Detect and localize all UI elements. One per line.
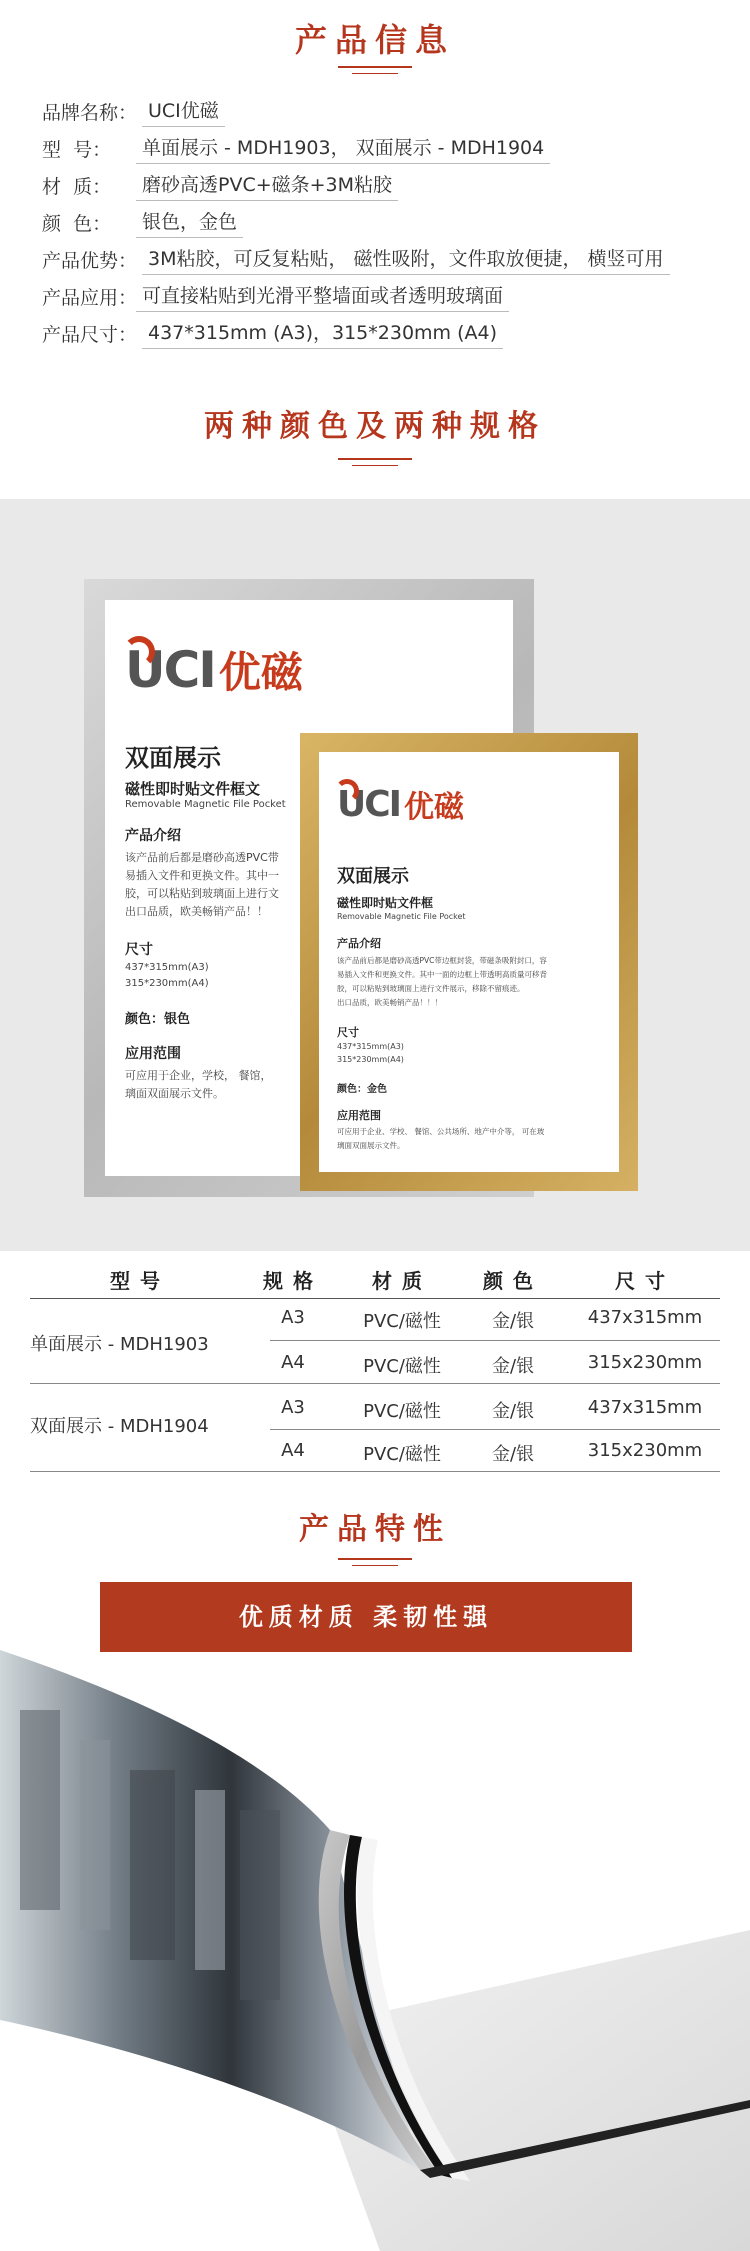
title-underline bbox=[338, 1558, 412, 1560]
info-row-advantage bbox=[42, 241, 722, 278]
sign-intro-line: 出口品质，欧美畅销产品！！！ bbox=[337, 998, 442, 1007]
table-cell-spec: A4 bbox=[281, 1352, 305, 1373]
sign-intro-title: 产品介绍 bbox=[125, 828, 181, 844]
title-underline bbox=[338, 458, 412, 460]
table-cell-color: 金/银 bbox=[491, 1401, 535, 1422]
sign-size-line: 437*315mm(A3) bbox=[337, 1042, 404, 1051]
info-label: 材 质： bbox=[42, 176, 112, 198]
info-row-brand bbox=[42, 93, 722, 130]
sign-subheading-en: Removable Magnetic File Pocket bbox=[125, 799, 286, 810]
table-header-material: 材质 bbox=[372, 1269, 432, 1293]
info-value: 单面展示 - MDH1903， 双面展示 - MDH1904 bbox=[136, 133, 550, 164]
sign-size-line: 315*230mm(A4) bbox=[337, 1055, 404, 1064]
sign-intro-line: 该产品前后都是磨砂高透PVC带边框封袋，带磁条吸附封口，容 bbox=[337, 956, 547, 965]
info-value: 可直接粘贴到光滑平整墙面或者透明玻璃面 bbox=[136, 281, 509, 312]
sign-range-title: 应用范围 bbox=[125, 1046, 181, 1062]
logo-latin: UCI bbox=[337, 783, 401, 825]
title-underline bbox=[338, 66, 412, 68]
rolled-material-photo bbox=[0, 1630, 750, 2251]
sign-intro-line: 该产品前后都是磨砂高透PVC带 bbox=[125, 851, 279, 864]
logo-accent-arc bbox=[123, 636, 155, 668]
sign-subheading: 磁性即时贴文件框 bbox=[337, 896, 434, 910]
table-cell-spec: A3 bbox=[281, 1397, 305, 1418]
sign-intro-line: 出口品质，欧美畅销产品！！ bbox=[125, 905, 268, 918]
gold-frame-sign bbox=[319, 752, 619, 1172]
info-row-application bbox=[42, 278, 722, 315]
sign-intro-line: 胶，可以粘贴到玻璃面上进行文 bbox=[125, 887, 279, 900]
info-value: 磨砂高透PVC+磁条+3M粘胶 bbox=[136, 170, 398, 201]
table-cell-model: 双面展示 - MDH1904 bbox=[30, 1416, 209, 1437]
sign-range-line: 可应用于企业，学校， 餐馆， bbox=[125, 1069, 272, 1082]
section-title-product-info: 产品信息 bbox=[294, 21, 455, 59]
sign-range-title: 应用范围 bbox=[337, 1109, 381, 1122]
logo-cn: 优磁 bbox=[218, 648, 303, 697]
table-divider bbox=[270, 1340, 720, 1341]
feature-banner: 优质材质 柔韧性强 bbox=[100, 1582, 632, 1652]
table-divider bbox=[30, 1383, 720, 1384]
table-cell-color: 金/银 bbox=[491, 1356, 535, 1377]
table-divider bbox=[30, 1298, 720, 1299]
info-row-model bbox=[42, 130, 722, 167]
sign-range-line: 可应用于企业、学校、 餐馆、公共场所、地产中介等， 可在玻 bbox=[337, 1127, 545, 1136]
section-title-features: 产品特性 bbox=[299, 1512, 451, 1547]
logo-latin: UCI bbox=[125, 641, 215, 699]
sign-size-title: 尺寸 bbox=[125, 942, 153, 958]
info-row-color bbox=[42, 204, 722, 241]
info-label: 品牌名称： bbox=[42, 102, 138, 124]
sign-range-line: 璃面双面展示文件。 bbox=[337, 1141, 405, 1150]
info-label: 产品尺寸： bbox=[42, 324, 138, 346]
table-cell-size: 437x315mm bbox=[587, 1307, 703, 1328]
info-row-material bbox=[42, 167, 722, 204]
sign-subheading: 磁性即时贴文件框文 bbox=[125, 780, 261, 798]
logo-cn: 优磁 bbox=[404, 790, 465, 825]
sign-intro-line: 易插入文件和更换文件。其中一面的边框上带透明高质量可移背 bbox=[337, 970, 547, 979]
info-label: 颜 色： bbox=[42, 213, 112, 235]
rolled-sheet-illustration bbox=[0, 1630, 750, 2251]
table-cell-size: 315x230mm bbox=[587, 1352, 703, 1373]
sign-heading: 双面展示 bbox=[337, 866, 409, 887]
table-header-size: 尺寸 bbox=[615, 1269, 675, 1293]
gold-frame bbox=[300, 733, 638, 1191]
title-underline-thin bbox=[352, 73, 398, 74]
table-cell-spec: A3 bbox=[281, 1307, 305, 1328]
table-cell-model: 单面展示 - MDH1903 bbox=[30, 1334, 209, 1355]
sign-color-label: 颜色：金色 bbox=[337, 1084, 387, 1095]
sign-size-title: 尺寸 bbox=[337, 1026, 359, 1039]
info-label: 产品优势： bbox=[42, 250, 138, 272]
table-cell-material: PVC/磁性 bbox=[363, 1444, 441, 1465]
sign-intro-line: 胶，可以粘贴到玻璃面上进行文件展示，移除不留痕迹。 bbox=[337, 984, 525, 993]
table-header-color: 颜色 bbox=[483, 1269, 543, 1293]
sign-color-label: 颜色：银色 bbox=[125, 1012, 191, 1027]
sign-intro-title: 产品介绍 bbox=[337, 937, 381, 950]
sign-range-line: 璃面双面展示文件。 bbox=[125, 1087, 224, 1100]
sign-size-line: 437*315mm(A3) bbox=[125, 962, 209, 973]
info-value: 3M粘胶，可反复粘贴， 磁性吸附，文件取放便捷， 横竖可用 bbox=[142, 244, 670, 275]
table-cell-material: PVC/磁性 bbox=[363, 1311, 441, 1332]
sign-subheading-en: Removable Magnetic File Pocket bbox=[337, 912, 466, 921]
table-cell-material: PVC/磁性 bbox=[363, 1356, 441, 1377]
table-cell-color: 金/银 bbox=[491, 1311, 535, 1332]
table-cell-color: 金/银 bbox=[491, 1444, 535, 1465]
product-info-list bbox=[42, 93, 722, 352]
info-row-size bbox=[42, 315, 722, 352]
info-value: UCI优磁 bbox=[142, 96, 225, 127]
sign-heading: 双面展示 bbox=[125, 744, 221, 772]
sign-size-line: 315*230mm(A4) bbox=[125, 978, 209, 989]
sign-intro-line: 易插入文件和更换文件。其中一 bbox=[125, 869, 279, 882]
info-value: 银色，金色 bbox=[136, 207, 243, 238]
table-header-model: 型号 bbox=[110, 1269, 170, 1293]
section-title-colors-specs: 两种颜色及两种规格 bbox=[204, 409, 546, 444]
info-value: 437*315mm (A3)，315*230mm (A4) bbox=[142, 318, 503, 349]
info-label: 产品应用： bbox=[42, 287, 138, 309]
logo-accent-arc bbox=[335, 779, 359, 803]
table-header-spec: 规格 bbox=[263, 1269, 323, 1293]
table-cell-spec: A4 bbox=[281, 1440, 305, 1461]
table-cell-material: PVC/磁性 bbox=[363, 1401, 441, 1422]
table-divider bbox=[30, 1471, 720, 1472]
table-divider bbox=[270, 1429, 720, 1430]
table-cell-size: 315x230mm bbox=[587, 1440, 703, 1461]
info-label: 型 号： bbox=[42, 139, 112, 161]
table-cell-size: 437x315mm bbox=[587, 1397, 703, 1418]
title-underline-thin bbox=[352, 465, 398, 466]
title-underline-thin bbox=[352, 1565, 398, 1566]
